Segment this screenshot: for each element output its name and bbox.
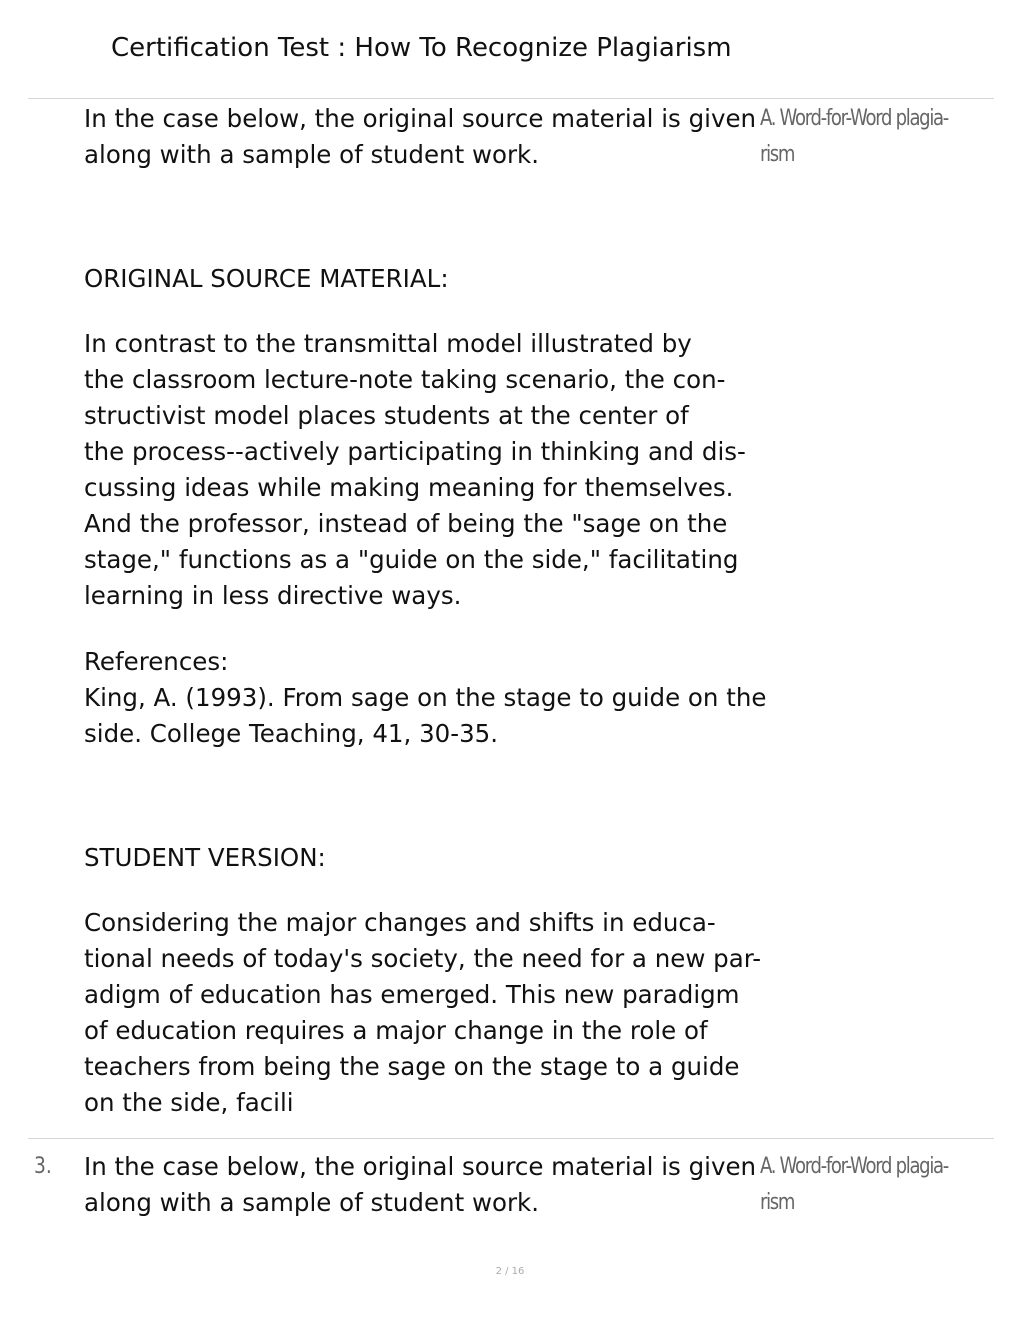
original-text-line: structivist model places students at the center of	[84, 401, 689, 430]
original-source-heading: ORIGINAL SOURCE MATERIAL:	[84, 264, 449, 293]
question-intro-line: In the case below, the original source material is given	[84, 1152, 757, 1181]
question-number: 3.	[34, 1154, 52, 1179]
question-intro	[84, 1149, 764, 1221]
student-version-heading: STUDENT VERSION:	[84, 843, 326, 872]
student-text-line: tional needs of today's society, the need for a new par-	[84, 944, 762, 973]
answer-label-line: rism	[760, 1190, 795, 1215]
student-text-line: Considering the major changes and shifts in educa-	[84, 908, 716, 937]
page-number: 2 / 16	[495, 1266, 525, 1277]
original-text-line: learning in less directive ways.	[84, 581, 462, 610]
question-intro-line: In the case below, the original source material is given	[84, 104, 757, 133]
student-text-line: on the side, facili	[84, 1088, 294, 1117]
references	[84, 644, 767, 752]
student-text-line: of education requires a major change in the role of	[84, 1016, 708, 1045]
answer-label	[760, 101, 957, 173]
question-intro	[84, 101, 764, 173]
original-text-line: the process--actively participating in thinking and dis-	[84, 437, 746, 466]
reference-line: King, A. (1993). From sage on the stage to guide on the	[84, 683, 767, 712]
original-text-line: And the professor, instead of being the "sage on the	[84, 509, 728, 538]
student-text-line: adigm of education has emerged. This new paradigm	[84, 980, 740, 1009]
original-text-line: In contrast to the transmittal model illustrated by	[84, 329, 692, 358]
answer-label-line: A. Word-for-Word plagia-	[760, 1154, 948, 1179]
page-title: Certification Test : How To Recognize Plagiarism	[111, 33, 732, 63]
original-text-line: cussing ideas while making meaning for themselves.	[84, 473, 734, 502]
original-text-line: the classroom lecture-note taking scenario, the con-	[84, 365, 726, 394]
question-intro-line: along with a sample of student work.	[84, 1188, 540, 1217]
student-version-text	[84, 905, 764, 1121]
original-source-text	[84, 326, 764, 614]
original-text-line: stage," functions as a "guide on the side," facilitating	[84, 545, 739, 574]
divider	[28, 1138, 994, 1139]
answer-label-line: A. Word-for-Word plagia-	[760, 106, 948, 131]
divider	[28, 98, 994, 99]
answer-label-line: rism	[760, 142, 795, 167]
answer-label	[760, 1149, 957, 1221]
references-label: References:	[84, 647, 229, 676]
reference-line: side. College Teaching, 41, 30-35.	[84, 719, 499, 748]
question-intro-line: along with a sample of student work.	[84, 140, 540, 169]
student-text-line: teachers from being the sage on the stage to a guide	[84, 1052, 740, 1081]
